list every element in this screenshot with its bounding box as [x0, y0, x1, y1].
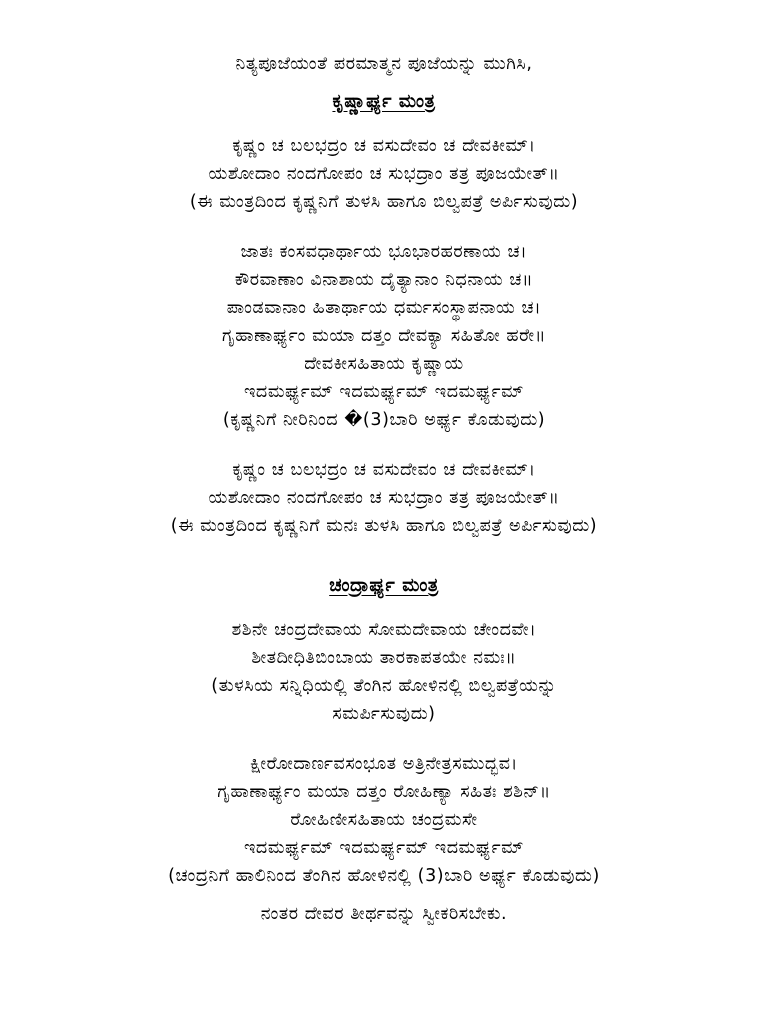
verse-line: ಕೌರವಾಣಾಂ ವಿನಾಶಾಯ ದೈತ್ಯಾನಾಂ ನಿಧನಾಯ ಚ॥	[234, 270, 534, 290]
instruction-line: (ತುಳಸಿಯ ಸನ್ನಿಧಿಯಲ್ಲಿ ತೆಂಗಿನ ಹೋಳಿನಲ್ಲಿ ಬಿಲ್ವಪತ್ರೆಯನ್ನು	[211, 676, 557, 696]
chandra-verse-block-2	[40, 750, 728, 890]
krishna-heading: ಕೃಷ್ಣಾರ್ಘ್ಯ ಮಂತ್ರ	[332, 91, 436, 112]
intro-line: ನಿತ್ಯಪೂಜೆಯಂತೆ ಪರಮಾತ್ಮನ ಪೂಜೆಯನ್ನು ಮುಗಿಸಿ,	[235, 54, 533, 74]
verse-line: ಜಾತಃ ಕಂಸವಧಾರ್ಥಾಯ ಭೂಭಾರಹರಣಾಯ ಚ।	[240, 242, 528, 262]
verse-line: ಗೃಹಾಣಾರ್ಘ್ಯಂ ಮಯಾ ದತ್ತಂ ರೋಹಿಣ್ಯಾ ಸಹಿತಃ ಶಶಿನ್॥	[217, 782, 551, 802]
krishna-verse-block-3	[40, 456, 728, 540]
verse-line: ಇದಮರ್ಘ್ಯಮ್ ಇದಮರ್ಘ್ಯಮ್ ಇದಮರ್ಘ್ಯಮ್	[243, 838, 525, 858]
verse-line: ಕೃಷ್ಣಂ ಚ ಬಲಭದ್ರಂ ಚ ವಸುದೇವಂ ಚ ದೇವಕೀಮ್।	[232, 460, 536, 480]
instruction-line: (ಚಂದ್ರನಿಗೆ ಹಾಲಿನಿಂದ ತೆಂಗಿನ ಹೋಳಿನಲ್ಲಿ (3)ಬಾರಿ ಅರ್ಘ್ಯ ಕೊಡುವುದು)	[168, 866, 600, 886]
verse-line: ಪಾಂಡವಾನಾಂ ಹಿತಾರ್ಥಾಯ ಧರ್ಮಸಂಸ್ಥಾಪನಾಯ ಚ।	[226, 298, 542, 318]
instruction-line: (ಈ ಮಂತ್ರದಿಂದ ಕೃಷ್ಣನಿಗೆ ಮನಃ ತುಳಸಿ ಹಾಗೂ ಬಿಲ್ವಪತ್ರೆ ಅರ್ಪಿಸುವುದು)	[170, 516, 598, 536]
verse-line: ಕ್ಷೀರೋದಾರ್ಣವಸಂಭೂತ ಅತ್ರಿನೇತ್ರಸಮುದ್ಭವ।	[250, 754, 518, 774]
chandra-heading: ಚಂದ್ರಾರ್ಘ್ಯ ಮಂತ್ರ	[329, 575, 439, 596]
instruction-line: ಸಮರ್ಪಿಸುವುದು)	[332, 704, 436, 724]
verse-line: ಇದಮರ್ಘ್ಯಮ್ ಇದಮರ್ಘ್ಯಮ್ ಇದಮರ್ಘ್ಯಮ್	[243, 382, 525, 402]
verse-line: ಶೀತದೀಧಿತಿಬಿಂಬಾಯ ತಾರಕಾಪತಯೇ ನಮಃ॥	[251, 648, 517, 668]
verse-line: ಶಶಿನೇ ಚಂದ್ರದೇವಾಯ ಸೋಮದೇವಾಯ ಚೇಂದವೇ।	[231, 620, 537, 640]
krishna-verse-block-2	[40, 238, 728, 434]
verse-line: ಯಶೋದಾಂ ನಂದಗೋಪಂ ಚ ಸುಭದ್ರಾಂ ತತ್ರ ಪೂಜಯೇತ್॥	[208, 164, 560, 184]
verse-line: ರೋಹಿಣೀಸಹಿತಾಯ ಚಂದ್ರಮಸೇ	[290, 810, 478, 830]
document-page	[40, 50, 728, 928]
verse-line: ದೇವಕೀಸಹಿತಾಯ ಕೃಷ್ಣಾಯ	[304, 354, 464, 374]
krishna-verse-block-1	[40, 132, 728, 216]
verse-line: ಗೃಹಾಣಾರ್ಘ್ಯಂ ಮಯಾ ದತ್ತಂ ದೇವಕ್ಯಾ ಸಹಿತೋ ಹರೇ॥	[222, 326, 546, 346]
chandra-verse-block-1	[40, 616, 728, 728]
verse-line: ಕೃಷ್ಣಂ ಚ ಬಲಭದ್ರಂ ಚ ವಸುದೇವಂ ಚ ದೇವಕೀಮ್।	[232, 136, 536, 156]
instruction-line: (ಕೃಷ್ಣನಿಗೆ ನೀರಿನಿಂದ �(3)ಬಾರಿ ಅರ್ಘ್ಯ ಕೊಡುವುದು)	[222, 410, 546, 430]
closing-line: ನಂತರ ದೇವರ ತೀರ್ಥವನ್ನು ಸ್ವೀಕರಿಸಬೇಕು.	[260, 904, 508, 924]
instruction-line: (ಈ ಮಂತ್ರದಿಂದ ಕೃಷ್ಣನಿಗೆ ತುಳಸಿ ಹಾಗೂ ಬಿಲ್ವಪತ್ರೆ ಅರ್ಪಿಸುವುದು)	[189, 192, 579, 212]
verse-line: ಯಶೋದಾಂ ನಂದಗೋಪಂ ಚ ಸುಭದ್ರಾಂ ತತ್ರ ಪೂಜಯೇತ್॥	[208, 488, 560, 508]
